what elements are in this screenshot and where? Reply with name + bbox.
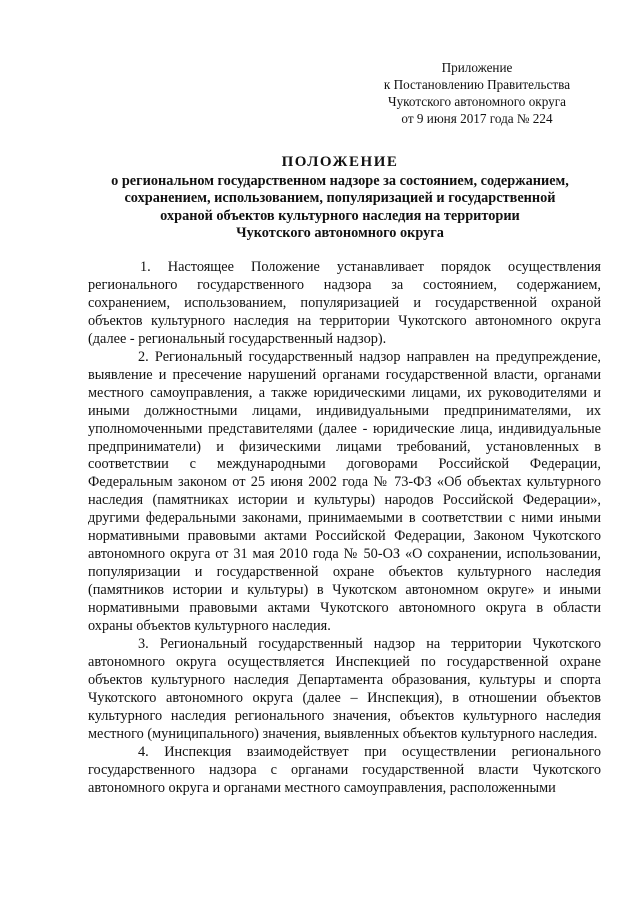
title-line: о региональном государственном надзоре за состоянием, содержанием, [111, 172, 569, 189]
appendix-line: Чукотского автономного округа [388, 94, 566, 109]
paragraph-2: 2. Региональный государственный надзор направлен на предупреждение, выявление и пресечение нарушений органами государственной власти, органами местного самоуправления, а также юридическими лицами, их руководителями и иными должностными лицами, индивидуальными предпринимателями, их уполномоченными представителями (далее - юридические лица, индивидуальные предприниматели) и физическими лицами требований, установленных в соответствии с международными договорами Российской Федерации, Федеральным законом от 25 июня 2002 года № 73-ФЗ «Об объектах культурного наследия (памятниках истории и культуры) народов Российской Федерации», другими федеральными законами, принимаемыми в соответствии с ними иными нормативными правовыми актами Российской Федерации, Законом Чукотского автономного округа от 31 мая 2010 года № 50-ОЗ «О сохранении, использовании, популяризации и государственной охране объектов культурного наследия (памятников истории и культуры) в Чукотском автономном округе» и иными нормативными правовыми актами Чукотского автономного округа в области охраны объектов культурного наследия. [88, 348, 601, 635]
appendix-line: от 9 июня 2017 года № 224 [401, 111, 553, 126]
appendix-line: к Постановлению Правительства [383, 77, 571, 92]
paragraph-1: 1. Настоящее Положение устанавливает порядок осуществления регионального государственного надзора за состоянием, содержанием, сохранением, использованием, популяризацией и государственной охраной объектов культурного наследия на территории Чукотского автономного округа (далее - региональный государственный надзор). [88, 259, 601, 347]
title-line: охраной объектов культурного наследия на территории [160, 207, 520, 224]
appendix-line: Приложение [441, 60, 513, 75]
paragraph-3: 3. Региональный государственный надзор на территории Чукотского автономного округа осуществляется Инспекцией по государственной охране объектов культурного наследия Департамента образования, культуры и спорта Чукотского автономного округа (далее – Инспекция), в отношении объектов культурного наследия регионального значения, объектов культурного наследия местного (муниципального) значения, выявленных объектов культурного наследия. [88, 636, 601, 742]
document-title [88, 154, 592, 243]
title-line: сохранением, использованием, популяризацией и государственной [124, 190, 556, 207]
title-line: Чукотского автономного округа [236, 225, 444, 242]
document-body [88, 259, 601, 798]
paragraph-4: 4. Инспекция взаимодействует при осуществлении регионального государственного надзора с органами государственной власти Чукотского автономного округа и органами местного самоуправления, расположенными [88, 743, 601, 796]
title-main: ПОЛОЖЕНИЕ [281, 154, 399, 170]
appendix-block [372, 59, 582, 127]
